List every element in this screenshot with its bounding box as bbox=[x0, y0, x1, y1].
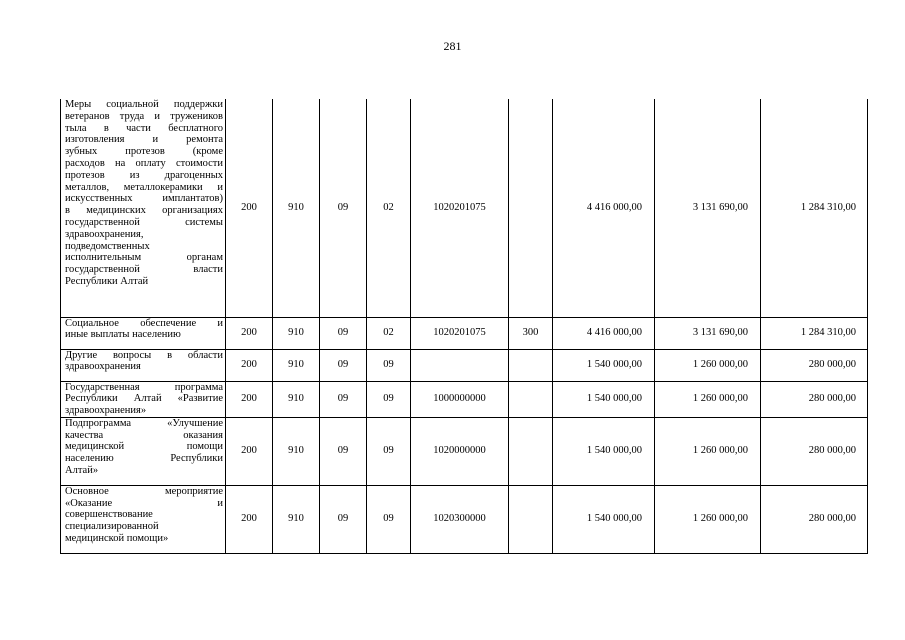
amount-cell: 1 260 000,00 bbox=[655, 417, 761, 485]
row-description bbox=[61, 485, 226, 553]
description-line: качества оказания bbox=[65, 429, 223, 441]
admin-code-cell: 200 bbox=[226, 317, 273, 349]
amount-cell: 1 540 000,00 bbox=[553, 485, 655, 553]
page-number: 281 bbox=[443, 39, 462, 53]
table-row bbox=[61, 99, 868, 317]
description-line: совершенствование bbox=[65, 509, 153, 521]
amount-cell: 1 260 000,00 bbox=[655, 485, 761, 553]
description-line: медицинской помощи bbox=[65, 441, 223, 453]
expense-type-cell bbox=[509, 485, 553, 553]
description-line: Республики Алтай bbox=[65, 275, 149, 287]
description-line: здравоохранения bbox=[65, 361, 141, 373]
description-line: Алтай» bbox=[65, 465, 99, 477]
amount-cell: 280 000,00 bbox=[761, 381, 868, 417]
section-cell: 09 bbox=[320, 349, 367, 381]
amount-cell: 3 131 690,00 bbox=[655, 99, 761, 317]
description-line: Подпрограмма «Улучшение bbox=[65, 417, 223, 429]
admin-code-cell: 200 bbox=[226, 417, 273, 485]
description-line: государственной власти bbox=[65, 264, 223, 276]
subsection-cell: 02 bbox=[367, 99, 411, 317]
admin-code-cell: 200 bbox=[226, 99, 273, 317]
subsection-cell: 02 bbox=[367, 317, 411, 349]
amount-cell: 1 284 310,00 bbox=[761, 317, 868, 349]
admin-code-cell: 200 bbox=[226, 485, 273, 553]
table-row bbox=[61, 317, 868, 349]
amount-cell: 280 000,00 bbox=[761, 349, 868, 381]
target-article-cell: 1020201075 bbox=[411, 99, 509, 317]
table-row bbox=[61, 485, 868, 553]
row-description bbox=[61, 349, 226, 381]
description-line: исполнительным органам bbox=[65, 252, 223, 264]
amount-cell: 3 131 690,00 bbox=[655, 317, 761, 349]
description-line: Государственная программа bbox=[65, 381, 223, 393]
target-article-cell: 1020300000 bbox=[411, 485, 509, 553]
admin-code-cell: 200 bbox=[226, 349, 273, 381]
table-body bbox=[61, 99, 868, 553]
description-line: Республики Алтай «Развитие bbox=[65, 393, 223, 405]
description-line: Другие вопросы в области bbox=[65, 349, 223, 361]
table-row bbox=[61, 417, 868, 485]
ministry-code-cell: 910 bbox=[273, 317, 320, 349]
description-line: Меры социальной поддержки bbox=[65, 99, 223, 110]
expense-type-cell bbox=[509, 99, 553, 317]
description-line: специализированной bbox=[65, 521, 159, 533]
description-line: изготовления и ремонта bbox=[65, 134, 223, 146]
section-cell: 09 bbox=[320, 99, 367, 317]
amount-cell: 4 416 000,00 bbox=[553, 99, 655, 317]
ministry-code-cell: 910 bbox=[273, 485, 320, 553]
description-line: медицинской помощи» bbox=[65, 533, 169, 545]
target-article-cell bbox=[411, 349, 509, 381]
amount-cell: 1 540 000,00 bbox=[553, 417, 655, 485]
description-line: здравоохранения, bbox=[65, 228, 144, 240]
row-description bbox=[61, 99, 226, 317]
subsection-cell: 09 bbox=[367, 381, 411, 417]
description-line: в медицинских организациях bbox=[65, 205, 223, 217]
section-cell: 09 bbox=[320, 381, 367, 417]
admin-code-cell: 200 bbox=[226, 381, 273, 417]
description-line: Социальное обеспечение и bbox=[65, 317, 223, 329]
section-cell: 09 bbox=[320, 317, 367, 349]
description-line: здравоохранения» bbox=[65, 405, 147, 417]
expense-type-cell bbox=[509, 349, 553, 381]
description-line: государственной системы bbox=[65, 216, 223, 228]
amount-cell: 280 000,00 bbox=[761, 417, 868, 485]
row-description bbox=[61, 317, 226, 349]
amount-cell: 1 284 310,00 bbox=[761, 99, 868, 317]
target-article-cell: 1020000000 bbox=[411, 417, 509, 485]
table-row bbox=[61, 349, 868, 381]
amount-cell: 280 000,00 bbox=[761, 485, 868, 553]
ministry-code-cell: 910 bbox=[273, 417, 320, 485]
description-line: тыла в части бесплатного bbox=[65, 122, 223, 134]
description-line: населению Республики bbox=[65, 453, 223, 465]
budget-table bbox=[60, 99, 868, 554]
subsection-cell: 09 bbox=[367, 485, 411, 553]
amount-cell: 1 260 000,00 bbox=[655, 349, 761, 381]
row-description bbox=[61, 381, 226, 417]
ministry-code-cell: 910 bbox=[273, 381, 320, 417]
description-line: ветеранов труда и тружеников bbox=[65, 110, 223, 122]
description-line: Основное мероприятие bbox=[65, 485, 223, 497]
description-line: протезов из драгоценных bbox=[65, 169, 223, 181]
section-cell: 09 bbox=[320, 417, 367, 485]
description-line: иные выплаты населению bbox=[65, 329, 181, 341]
amount-cell: 4 416 000,00 bbox=[553, 317, 655, 349]
expense-type-cell bbox=[509, 417, 553, 485]
target-article-cell: 1020201075 bbox=[411, 317, 509, 349]
amount-cell: 1 540 000,00 bbox=[553, 349, 655, 381]
amount-cell: 1 260 000,00 bbox=[655, 381, 761, 417]
section-cell: 09 bbox=[320, 485, 367, 553]
description-line: расходов на оплату стоимости bbox=[65, 157, 223, 169]
ministry-code-cell: 910 bbox=[273, 99, 320, 317]
description-line: «Оказание и bbox=[65, 497, 223, 509]
subsection-cell: 09 bbox=[367, 349, 411, 381]
subsection-cell: 09 bbox=[367, 417, 411, 485]
expense-type-cell bbox=[509, 381, 553, 417]
description-line: искусственных имплантатов) bbox=[65, 193, 223, 205]
expense-type-cell: 300 bbox=[509, 317, 553, 349]
row-description bbox=[61, 417, 226, 485]
description-line: металлов, металлокерамики и bbox=[65, 181, 223, 193]
ministry-code-cell: 910 bbox=[273, 349, 320, 381]
description-line: подведомственных bbox=[65, 240, 150, 252]
table-row bbox=[61, 381, 868, 417]
target-article-cell: 1000000000 bbox=[411, 381, 509, 417]
amount-cell: 1 540 000,00 bbox=[553, 381, 655, 417]
description-line: зубных протезов (кроме bbox=[65, 146, 223, 158]
